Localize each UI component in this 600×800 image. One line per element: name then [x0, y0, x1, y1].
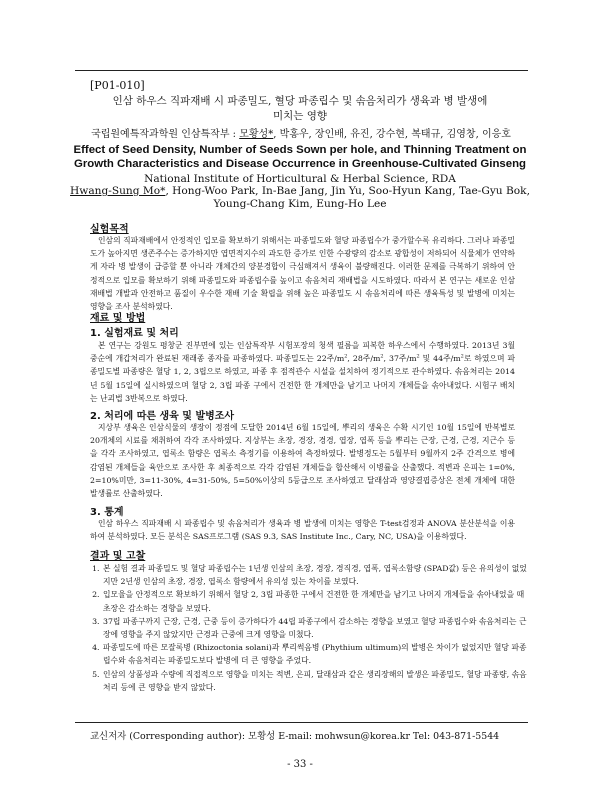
korean-authors	[76, 125, 526, 140]
korean-title-line-2: 미치는 영향	[272, 110, 328, 122]
korean-first-author: 모황성*	[239, 129, 274, 140]
korean-title-line-1: 인삼 하우스 직파재배 시 파종밀도, 혈당 파종립수 및 솎음처리가 생육과 병 발생에	[112, 95, 488, 107]
method-3-heading: 3. 통계	[90, 507, 124, 518]
english-institute: National Institute of Horticultural & Herbal Science, RDA	[144, 173, 456, 185]
page-number: - 33 -	[287, 759, 313, 770]
method-2-heading: 2. 처리에 따른 생육 및 발병조사	[90, 411, 235, 422]
methods-heading: 재료 및 방법	[90, 313, 146, 324]
corresponding-author: 교신저자 (Corresponding author): 모황성 E-mail: mohwsun@korea.kr Tel: 043-871-5544	[90, 731, 500, 742]
list-item: 5. 인삼의 상품성과 수량에 직접적으로 영향을 미치는 적변, 은피, 달래삼과 같은 생리장해의 발생은 파종밀도, 혈당 파종량, 솎음처리 등에 큰 영향을 받지 않았다.	[102, 668, 527, 694]
english-title	[70, 143, 530, 171]
list-item: 3. 37립 파종구까지 근장, 근경, 근중 등이 증가하다가 44립 파종구에서 감소하는 경향을 보였고 혈당 파종립수와 솎음처리는 근장에 영향을 주지 않았지만 근경과 근중에 크게 영향을 미쳤다.	[102, 615, 527, 641]
english-title-line-1: Effect of Seed Density, Number of Seeds Sown per hole, and Thinning Treatment on	[73, 144, 527, 156]
english-authors-line-2: Young-Chang Kim, Eung-Ho Lee	[213, 198, 387, 210]
korean-title	[80, 94, 520, 124]
list-item: 4. 파종밀도에 따른 모잘록병 (Rhizoctonia solani)과 뿌리썩음병 (Phythium ultimum)의 발병은 차이가 없었지만 혈당 파종립수와 솎음처리는 파종밀도보다 발병에 더 큰 영향을 주었다.	[102, 641, 527, 667]
list-item: 2. 입모율을 안정적으로 확보하기 위해서 혈당 2, 3립 파종한 구에서 건전한 한 개체만을 남기고 나머지 개체들을 솎아내었을 때 초장은 감소하는 경향을 보였다.	[102, 588, 527, 614]
results-list	[90, 562, 527, 694]
purpose-heading: 실험목적	[90, 224, 129, 235]
top-rule	[75, 70, 528, 71]
method-3-text: 인삼 하우스 직파재배 시 파종립수 및 솎음처리가 생육과 병 발생에 미치는 영향은 T-test검정과 ANOVA 분산분석을 이용하여 분석하였다. 모든 분석은 SAS프로그램 (SAS 9.3, SAS Institute Inc., Cary, NC, USA)을 이용하였다.	[90, 519, 515, 542]
method-1-heading: 1. 실험재료 및 처리	[90, 328, 179, 339]
english-first-author: Hwang-Sung Mo*	[70, 185, 166, 197]
bottom-rule	[75, 722, 528, 723]
results-heading: 결과 및 고찰	[90, 551, 146, 562]
korean-affiliation: 국립원예특작과학원 인삼특작부 :	[91, 129, 237, 140]
purpose-text: 인삼의 직파재배에서 안정적인 입모를 확보하기 위해서는 파종밀도와 혈당 파종립수가 중가할수록 유리하다. 그러나 파종밀도가 높아지면 생존주수는 증가하지만 엽면적지수의 과도한 증가로 인한 수광량의 감소로 광합성이 저하되어 식물체가 연약하게 자라 병 발생이 급증할 뿐 아니라 개체간의 양분경합이 극심해져서 생육이 불량해진다. 이러한 문제를 극복하기 위하여 안정적으로 입모를 확보하기 위해 파종밀도와 파종립수를 높이고 솎음처리 재배법을 시도하였다. 따라서 본 연구는 새로운 인삼재배법 개발과 안전하고 품질이 우수한 재배 기술 확립을 위해 높은 파종밀도 시 솎음처리에 따른 생육특성 및 발병에 미치는 영향을 조사 분석하였다.	[90, 236, 515, 312]
method-1-text: 본 연구는 강원도 평창군 진부면에 있는 인삼특작부 시험포장의 청색 필름을 피복한 하우스에서 수행하였다. 2013년 3월 중순에 개갑처리가 완료된 재래종 종자를 파종하였다. 파종밀도는 22주$/m^2$, 28주$/m^2$, 37주$/m^2$ 및 44주$/m^2$로 하였으며 파종밀도별 파종량은 혈당 1, 2, 3립으로 하였고, 파종 후 점적관수 시설을 설치하여 정기적으로 관수하였다. 솎음처리는 2014년 5월 15일에 실시하였으며 혈당 2, 3립 파종 구에서 건전한 한 개체만을 남기고 나머지 개체들을 솎아내었다. 시험구 배치는 난괴법 3반복으로 하였다.	[90, 341, 515, 403]
korean-coauthors: , 박홍우, 장인배, 유진, 강수현, 복태규, 김영창, 이응호	[273, 129, 511, 140]
paper-id: [P01-010]	[90, 79, 145, 92]
english-title-line-2: Growth Characteristics and Disease Occurrence in Greenhouse-Cultivated Ginseng	[74, 158, 526, 170]
list-item: 1. 본 실험 결과 파종밀도 및 혈당 파종립수는 1년생 인삼의 초장, 경장, 경직경, 엽폭, 엽록소함량 (SPAD값) 등은 유의성이 없었지만 2년생 인삼의 초장, 경장, 엽록소 함량에서 유의성 있는 차이를 보였다.	[102, 562, 527, 588]
english-authors	[70, 185, 530, 211]
english-authors-rest: , Hong-Woo Park, In-Bae Jang, Jin Yu, Soo-Hyun Kang, Tae-Gyu Bok,	[165, 185, 530, 197]
method-2-text: 지상부 생육은 인삼식물의 생장이 정점에 도달한 2014년 6월 15일에, 뿌리의 생육은 수확 시기인 10월 15일에 반복별로 20개체의 시료를 채취하여 각각 조사하였다. 지상부는 초장, 경장, 경경, 엽장, 엽폭 등을 뿌리는 근장, 근경, 근경, 지근수 등을 각각 조사하였고, 엽록소 함량은 엽록소 측정기를 이용하여 측정하였다. 발병정도는 5월부터 9월까지 2주 간격으로 병에 감염된 개체들을 육안으로 조사한 후 최종적으로 각각 감염된 개체들을 합산해서 이병률을 산출했다. 적변과 은피는 1=0%, 2=10%미만, 3=11-30%, 4=31-50%, 5=50%이상의 5등급으로 조사하였고 달래삼과 영양결핍증상은 전체 개체에 대한 발생률로 산출하였다.	[90, 423, 515, 499]
